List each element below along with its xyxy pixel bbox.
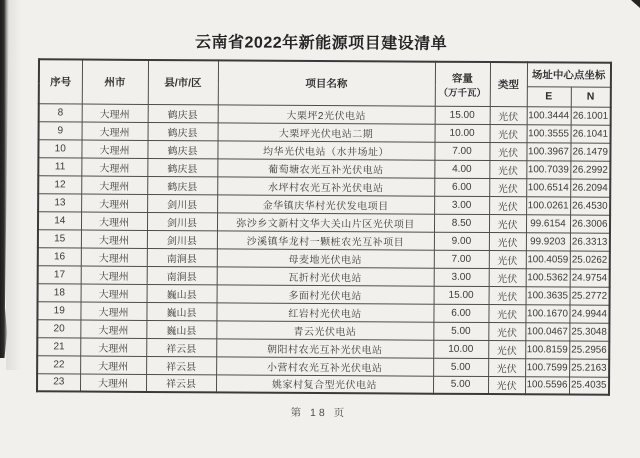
cell-n: 26.3006 <box>570 215 610 233</box>
cell-no: 22 <box>37 355 80 373</box>
cell-name: 弥沙乡文新村文华大关山片区光伏项目 <box>217 212 434 231</box>
cell-county: 祥云县 <box>146 356 216 374</box>
cell-name: 小营村农光互补光伏电站 <box>216 356 433 375</box>
cell-prefecture: 大理州 <box>81 212 147 230</box>
cell-e: 100.4059 <box>526 250 570 268</box>
cell-capacity: 5.00 <box>433 376 488 394</box>
cell-prefecture: 大理州 <box>81 140 147 158</box>
cell-no: 11 <box>38 157 81 175</box>
page-number: 第 18 页 <box>290 406 348 420</box>
cell-no: 17 <box>38 265 81 283</box>
cell-type: 光伏 <box>488 304 525 322</box>
cell-prefecture: 大理州 <box>81 266 147 284</box>
cell-prefecture: 大理州 <box>81 284 147 302</box>
cell-name: 朝阳村农光互补光伏电站 <box>216 338 433 357</box>
cell-prefecture: 大理州 <box>81 176 147 194</box>
cell-no: 18 <box>38 283 81 301</box>
cell-n: 26.1041 <box>571 125 611 143</box>
cell-no: 15 <box>38 229 81 247</box>
cell-type: 光伏 <box>488 322 525 340</box>
cell-name: 母麦地光伏电站 <box>217 248 434 267</box>
cell-county: 南涧县 <box>147 266 217 284</box>
cell-no: 14 <box>38 211 81 229</box>
cell-capacity: 10.00 <box>433 340 488 358</box>
cell-capacity: 5.00 <box>433 322 488 340</box>
cell-type: 光伏 <box>489 232 526 250</box>
cell-prefecture: 大理州 <box>82 122 148 140</box>
cell-e: 100.3555 <box>527 124 571 142</box>
capacity-label-line1: 容量 <box>451 72 473 85</box>
cell-e: 100.8159 <box>525 340 569 358</box>
cell-n: 25.2956 <box>569 341 609 359</box>
cell-name: 金华镇庆华村光伏发电项目 <box>217 194 434 213</box>
cell-county: 剑川县 <box>147 230 217 248</box>
cell-capacity: 7.00 <box>434 142 489 160</box>
cell-n: 26.3313 <box>570 233 610 251</box>
cell-n: 26.1479 <box>570 143 610 161</box>
cell-prefecture: 大理州 <box>81 230 147 248</box>
cell-type: 光伏 <box>489 196 526 214</box>
cell-prefecture: 大理州 <box>80 338 146 356</box>
cell-capacity: 3.00 <box>434 268 489 286</box>
cell-type: 光伏 <box>489 268 526 286</box>
cell-type: 光伏 <box>489 160 526 178</box>
cell-county: 祥云县 <box>146 338 216 356</box>
cell-name: 葡萄塘农光互补光伏电站 <box>217 158 434 177</box>
cell-type: 光伏 <box>489 214 526 232</box>
cell-n: 25.0262 <box>570 251 610 269</box>
cell-capacity: 10.00 <box>435 124 490 142</box>
scan-shadow-artifact <box>6 0 22 370</box>
cell-no: 19 <box>37 301 80 319</box>
cell-prefecture: 大理州 <box>80 356 146 374</box>
cell-capacity: 15.00 <box>435 106 490 124</box>
cell-name: 大栗坪光伏电站二期 <box>218 122 435 141</box>
cell-e: 100.7039 <box>526 160 570 178</box>
cell-type: 光伏 <box>488 376 525 394</box>
project-table <box>36 58 612 396</box>
col-header-coords: 场址中心点坐标 <box>527 62 611 87</box>
cell-county: 巍山县 <box>146 320 216 338</box>
col-header-prefecture: 州市 <box>82 60 148 104</box>
cell-e: 100.3444 <box>527 106 571 124</box>
cell-prefecture: 大理州 <box>81 194 147 212</box>
cell-no: 16 <box>38 247 81 265</box>
col-header-county: 县/市/区 <box>148 60 218 104</box>
cell-n: 26.2992 <box>570 161 610 179</box>
capacity-label-line2: （万千瓦） <box>438 87 487 99</box>
cell-no: 9 <box>39 121 82 139</box>
cell-no: 13 <box>38 193 81 211</box>
cell-n: 25.3048 <box>569 323 609 341</box>
cell-name: 均华光伏电站（水井场址） <box>217 140 434 159</box>
cell-type: 光伏 <box>490 124 527 142</box>
cell-e: 100.5596 <box>525 376 569 394</box>
cell-e: 100.3635 <box>526 286 570 304</box>
table-header <box>39 59 611 106</box>
cell-n: 24.9944 <box>569 305 609 323</box>
cell-capacity: 3.00 <box>434 196 489 214</box>
cell-e: 100.7599 <box>525 358 569 376</box>
cell-no: 8 <box>39 103 82 121</box>
cell-prefecture: 大理州 <box>80 374 146 392</box>
cell-capacity: 6.00 <box>434 178 489 196</box>
cell-capacity: 5.00 <box>433 358 488 376</box>
cell-capacity: 8.50 <box>434 214 489 232</box>
cell-name: 红岩村光伏电站 <box>216 302 433 321</box>
cell-county: 鹤庆县 <box>148 104 218 122</box>
cell-type: 光伏 <box>489 286 526 304</box>
table-row <box>37 373 609 394</box>
cell-type: 光伏 <box>489 142 526 160</box>
cell-e: 100.0467 <box>525 322 569 340</box>
cell-county: 鹤庆县 <box>147 140 217 158</box>
cell-prefecture: 大理州 <box>81 248 147 266</box>
cell-capacity: 9.00 <box>434 232 489 250</box>
cell-e: 100.1670 <box>525 304 569 322</box>
cell-county: 鹤庆县 <box>147 158 217 176</box>
cell-name: 青云光伏电站 <box>216 320 433 339</box>
cell-n: 26.4530 <box>570 197 610 215</box>
cell-name: 瓦折村光伏电站 <box>217 266 434 285</box>
scan-corner-artifact <box>631 0 640 8</box>
cell-type: 光伏 <box>489 250 526 268</box>
cell-no: 10 <box>38 139 81 157</box>
cell-prefecture: 大理州 <box>80 320 146 338</box>
cell-e: 99.9203 <box>526 232 570 250</box>
cell-county: 巍山县 <box>147 284 217 302</box>
page-title: 云南省2022年新能源项目建设清单 <box>195 34 448 53</box>
cell-type: 光伏 <box>489 178 526 196</box>
col-header-capacity <box>435 62 490 106</box>
cell-name: 多面村光伏电站 <box>217 284 434 303</box>
col-header-type: 类型 <box>490 62 527 106</box>
cell-prefecture: 大理州 <box>80 302 146 320</box>
cell-county: 剑川县 <box>147 212 217 230</box>
cell-county: 祥云县 <box>146 374 216 392</box>
cell-prefecture: 大理州 <box>82 104 148 122</box>
cell-capacity: 7.00 <box>434 250 489 268</box>
cell-e: 100.3967 <box>526 142 570 160</box>
cell-name: 大栗坪2光伏电站 <box>218 104 435 123</box>
cell-no: 12 <box>38 175 81 193</box>
cell-no: 20 <box>37 319 80 337</box>
col-header-no: 序号 <box>39 59 82 103</box>
cell-no: 21 <box>37 337 80 355</box>
cell-county: 鹤庆县 <box>148 122 218 140</box>
col-header-e: E <box>527 86 571 106</box>
project-table-body <box>37 103 611 394</box>
col-header-n: N <box>571 87 611 107</box>
cell-county: 巍山县 <box>146 302 216 320</box>
cell-e: 99.6154 <box>526 214 570 232</box>
cell-type: 光伏 <box>490 106 527 124</box>
cell-n: 24.9754 <box>570 269 610 287</box>
cell-name: 沙溪镇华龙村一颗桩农光互补项目 <box>217 230 434 249</box>
cell-name: 姚家村复合型光伏电站 <box>216 374 433 393</box>
cell-n: 26.1001 <box>571 107 611 125</box>
cell-name: 水坪村农光互补光伏电站 <box>217 176 434 195</box>
cell-county: 南涧县 <box>147 248 217 266</box>
cell-type: 光伏 <box>488 340 525 358</box>
cell-capacity: 4.00 <box>434 160 489 178</box>
cell-e: 100.6514 <box>526 178 570 196</box>
cell-capacity: 6.00 <box>433 304 488 322</box>
cell-e: 100.0261 <box>526 196 570 214</box>
cell-capacity: 15.00 <box>434 286 489 304</box>
cell-county: 剑川县 <box>147 194 217 212</box>
col-header-name: 项目名称 <box>218 60 435 105</box>
cell-n: 25.4035 <box>569 377 609 395</box>
cell-n: 26.2094 <box>570 179 610 197</box>
cell-type: 光伏 <box>488 358 525 376</box>
cell-e: 100.5362 <box>526 268 570 286</box>
cell-prefecture: 大理州 <box>81 158 147 176</box>
cell-n: 25.2772 <box>570 287 610 305</box>
cell-n: 25.2163 <box>569 359 609 377</box>
cell-no: 23 <box>37 373 80 391</box>
cell-county: 鹤庆县 <box>147 176 217 194</box>
